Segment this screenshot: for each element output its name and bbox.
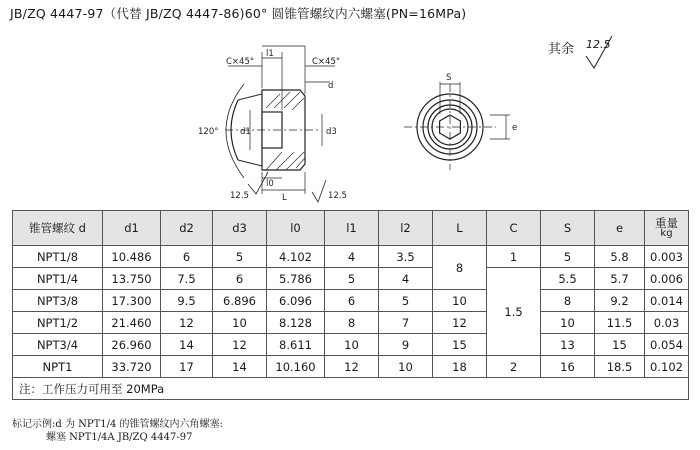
cell-S: 5: [541, 246, 595, 268]
cell-e: 5.7: [595, 268, 645, 290]
cell-d2: 12: [161, 312, 213, 334]
dim-c45-left: C×45°: [226, 57, 255, 67]
cell-weight: 0.03: [645, 312, 689, 334]
marking-example: [12, 418, 223, 444]
header-row: [13, 211, 689, 246]
header-d3: d3: [213, 211, 267, 246]
cell-d3: 6.896: [213, 290, 267, 312]
cell-e: 15: [595, 334, 645, 356]
cell-d2: 17: [161, 356, 213, 378]
header-l1: l1: [325, 211, 379, 246]
dim-l1: l1: [266, 49, 274, 59]
dim-d1: d1: [240, 127, 251, 137]
table-row: [13, 356, 689, 378]
cell-S: 5.5: [541, 268, 595, 290]
example-line-1: 标记示例:d 为 NPT1/4 的锥管螺纹内六角螺塞:: [12, 419, 223, 430]
cell-L: 12: [433, 312, 487, 334]
note-row: [13, 378, 689, 400]
cell-l0: 5.786: [267, 268, 325, 290]
cell-d2: 7.5: [161, 268, 213, 290]
cell-l1: 10: [325, 334, 379, 356]
cell-l1: 6: [325, 290, 379, 312]
rough-left: 12.5: [230, 191, 249, 201]
dim-d3: d3: [326, 127, 337, 137]
cell-weight: 0.006: [645, 268, 689, 290]
cell-d3: 10: [213, 312, 267, 334]
roughness-label: 其余: [548, 42, 575, 57]
dim-angle: 120°: [198, 127, 219, 137]
cell-d: NPT1/8: [13, 246, 103, 268]
header-l2: l2: [379, 211, 433, 246]
cell-d3: 6: [213, 268, 267, 290]
header-d1: d1: [103, 211, 161, 246]
header-l0: l0: [267, 211, 325, 246]
cell-C: 1: [487, 246, 541, 268]
header-d: 锥管螺纹 d: [13, 211, 103, 246]
cell-d1: 21.460: [103, 312, 161, 334]
cell-d3: 12: [213, 334, 267, 356]
cell-d2: 6: [161, 246, 213, 268]
cell-l1: 4: [325, 246, 379, 268]
example-line-2: 螺塞 NPT1/4A JB/ZQ 4447-97: [46, 432, 193, 443]
header-S: S: [541, 211, 595, 246]
header-weight: [645, 211, 689, 246]
table-note: 注：工作压力可用至 20MPa: [13, 378, 689, 400]
cell-d: NPT1/4: [13, 268, 103, 290]
cell-C: 2: [487, 356, 541, 378]
cell-S: 10: [541, 312, 595, 334]
cell-d2: 9.5: [161, 290, 213, 312]
table-row: [13, 334, 689, 356]
dim-e: e: [512, 123, 518, 133]
dim-S: S: [446, 73, 452, 83]
cell-l0: 6.096: [267, 290, 325, 312]
cell-l0: 8.611: [267, 334, 325, 356]
cell-d3: 14: [213, 356, 267, 378]
cell-l2: 4: [379, 268, 433, 290]
cell-C: 1.5: [487, 268, 541, 356]
cell-e: 11.5: [595, 312, 645, 334]
table-row: [13, 312, 689, 334]
cell-d1: 17.300: [103, 290, 161, 312]
cell-d: NPT1: [13, 356, 103, 378]
cell-l2: 9: [379, 334, 433, 356]
table-row: [13, 290, 689, 312]
roughness-value: 12.5: [586, 38, 611, 51]
cell-S: 13: [541, 334, 595, 356]
header-weight-unit: kg: [660, 228, 673, 239]
cell-d1: 26.960: [103, 334, 161, 356]
cell-l2: 10: [379, 356, 433, 378]
cell-e: 9.2: [595, 290, 645, 312]
cell-weight: 0.014: [645, 290, 689, 312]
cell-d3: 5: [213, 246, 267, 268]
cell-weight: 0.054: [645, 334, 689, 356]
cell-d: NPT3/4: [13, 334, 103, 356]
header-C: C: [487, 211, 541, 246]
cell-l0: 10.160: [267, 356, 325, 378]
spec-table: [12, 210, 689, 400]
dim-L: L: [282, 193, 287, 203]
header-weight-label: 重量: [655, 216, 678, 230]
cell-S: 8: [541, 290, 595, 312]
cell-weight: 0.003: [645, 246, 689, 268]
cell-l2: 5: [379, 290, 433, 312]
cell-l1: 12: [325, 356, 379, 378]
rough-right: 12.5: [328, 191, 347, 201]
cell-l2: 7: [379, 312, 433, 334]
header-e: e: [595, 211, 645, 246]
cell-L: 18: [433, 356, 487, 378]
cell-d: NPT1/2: [13, 312, 103, 334]
cell-weight: 0.102: [645, 356, 689, 378]
cell-d1: 33.720: [103, 356, 161, 378]
table-row: [13, 268, 689, 290]
dim-l0: l0: [266, 179, 274, 189]
dim-d: d: [328, 81, 334, 91]
header-d2: d2: [161, 211, 213, 246]
header-L: L: [433, 211, 487, 246]
cell-S: 16: [541, 356, 595, 378]
cell-d1: 13.750: [103, 268, 161, 290]
table-row: [13, 246, 689, 268]
cell-e: 5.8: [595, 246, 645, 268]
cell-l0: 8.128: [267, 312, 325, 334]
dim-c45-right: C×45°: [312, 57, 341, 67]
cell-e: 18.5: [595, 356, 645, 378]
cell-l2: 3.5: [379, 246, 433, 268]
cell-l1: 5: [325, 268, 379, 290]
page-title: JB/ZQ 4447-97（代替 JB/ZQ 4447-86)60° 圆锥管螺纹内六螺塞(PN=16MPa): [10, 6, 467, 21]
cell-l0: 4.102: [267, 246, 325, 268]
cell-d1: 10.486: [103, 246, 161, 268]
cell-l1: 8: [325, 312, 379, 334]
cell-d2: 14: [161, 334, 213, 356]
cell-L: 10: [433, 290, 487, 312]
cell-d: NPT3/8: [13, 290, 103, 312]
cell-L: 8: [433, 246, 487, 290]
cell-L: 15: [433, 334, 487, 356]
